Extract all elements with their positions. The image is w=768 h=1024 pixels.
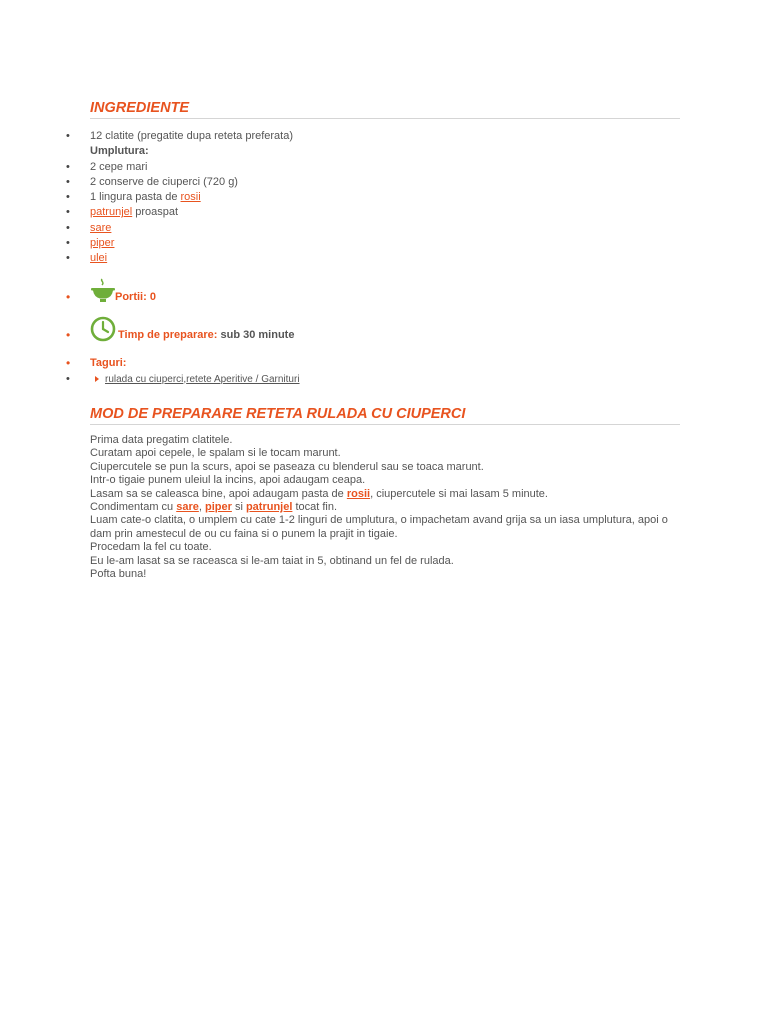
step-line: Intr-o tigaie punem uleiul la incins, apoi adaugam ceapa. [90, 474, 366, 487]
list-item [0, 175, 700, 190]
bullet: • [66, 237, 70, 250]
list-item [0, 190, 700, 205]
bullet: • [66, 221, 70, 234]
list-item [0, 236, 700, 251]
step-text: Lasam sa se caleasca bine, apoi adaugam pasta de [90, 487, 347, 500]
tag-link-aperitive[interactable]: retete Aperitive / Garnituri [186, 374, 300, 385]
ulei-link[interactable]: ulei [90, 252, 108, 265]
step-line: Pofta buna! [90, 568, 147, 581]
ingredient-text: 1 lingura pasta de [90, 191, 181, 204]
ingredient-text: proaspat [132, 206, 179, 219]
piper-link[interactable]: piper [90, 237, 115, 250]
ingredient-text: 2 cepe mari [90, 160, 148, 173]
sare-link[interactable]: sare [90, 221, 112, 234]
list-item [0, 205, 700, 220]
step-line: Ciupercutele se pun la scurs, apoi se paseaza cu blenderul sau se toaca marunt. [90, 460, 484, 473]
list-item [0, 221, 700, 236]
bullet: • [66, 373, 70, 385]
bullet: • [66, 175, 70, 188]
step-text: , [198, 501, 205, 514]
prep-time-label: Timp de preparare: [118, 329, 221, 341]
ingredients-list [0, 129, 700, 267]
patrunjel-link[interactable]: patrunjel [90, 206, 133, 219]
bowl-icon [90, 278, 116, 307]
step-line [90, 488, 690, 501]
bullet: • [66, 160, 70, 173]
rosii-step-link[interactable]: rosii [346, 487, 371, 500]
step-line: Procedam la fel cu toate. [90, 541, 212, 554]
tag-link-rulada[interactable]: rulada cu ciuperci [105, 374, 184, 385]
step-line: Prima data pregatim clatitele. [90, 434, 233, 446]
bullet: • [66, 206, 70, 219]
sare-step-link[interactable]: sare [176, 501, 199, 514]
step-line: Luam cate-o clatita, o umplem cu cate 1-2 linguri de umplutura, o impachetam avand grija sa un iasa umplutura, apoi o dam prin amestecul de ou cu faina si o punem la prajit in tigaie. [90, 514, 668, 540]
patrunjel-step-link[interactable]: patrunjel [245, 501, 293, 514]
bullet: • [66, 191, 70, 204]
bullet: • [66, 356, 71, 370]
step-text: tocat fin. [292, 501, 338, 514]
list-item [0, 160, 700, 175]
umplutura-subheading: Umplutura: [90, 145, 149, 158]
step-text: si [231, 501, 246, 514]
clock-icon [90, 316, 116, 345]
bullet: • [66, 328, 71, 342]
piper-step-link[interactable]: piper [204, 501, 232, 514]
step-line: Curatam apoi cepele, le spalam si le tocam marunt. [90, 447, 341, 460]
step-text: , ciupercutele si mai lasam 5 minute. [370, 487, 548, 500]
bullet: • [66, 252, 70, 265]
ingredients-heading: INGREDIENTE [90, 99, 680, 119]
preparation-steps [90, 434, 690, 581]
ingredient-text: 12 clatite (pregatite dupa reteta preferata) [90, 130, 294, 142]
bullet: • [66, 130, 70, 142]
prep-time-value: sub 30 minute [220, 329, 295, 341]
list-item [0, 129, 700, 160]
bullet: • [66, 290, 71, 304]
preparation-heading: MOD DE PREPARARE RETETA RULADA CU CIUPERCI [90, 405, 680, 425]
tag-separator: , [183, 374, 187, 385]
rosii-link[interactable]: rosii [180, 191, 201, 204]
tags-label: Taguri: [90, 357, 127, 369]
portions-label: Portii: [115, 291, 150, 303]
ingredient-text: 2 conserve de ciuperci (720 g) [90, 175, 238, 188]
step-line [90, 501, 690, 514]
step-text: Condimentam cu [90, 501, 177, 514]
portions-value: 0 [149, 291, 156, 303]
arrow-right-icon [95, 376, 99, 382]
step-line: Eu le-am lasat sa se raceasca si le-am taiat in 5, obtinand un fel de rulada. [90, 554, 454, 567]
list-item [0, 251, 700, 266]
